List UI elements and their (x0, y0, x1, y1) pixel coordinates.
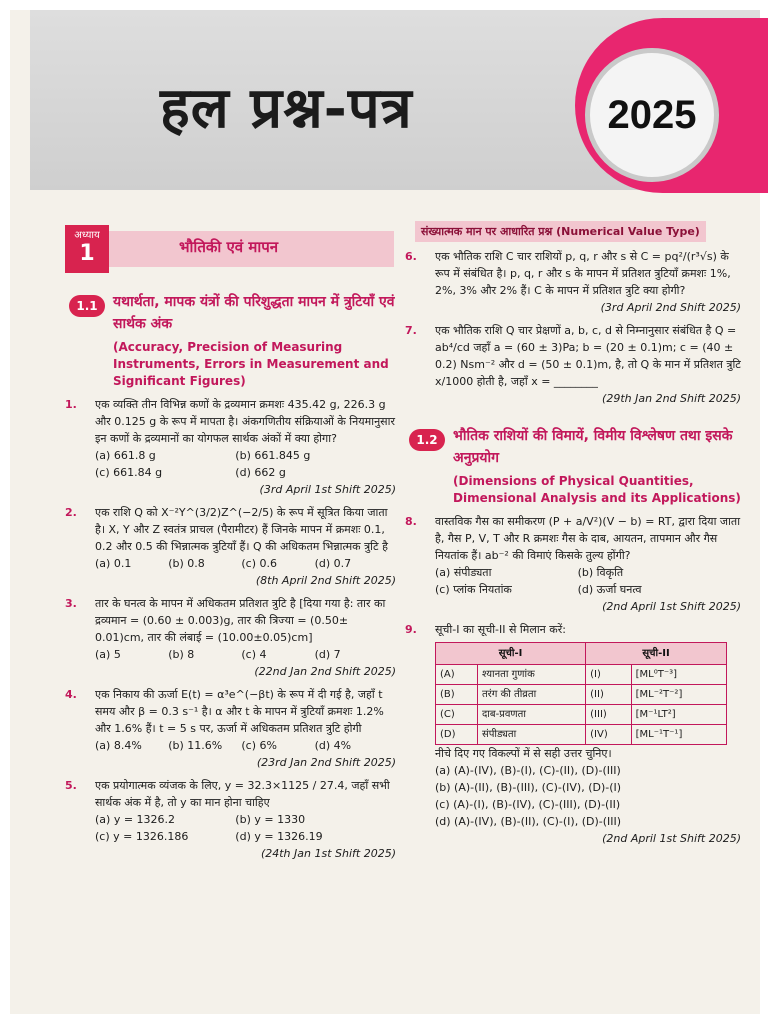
question-options (435, 564, 745, 598)
match-cell: तरंग की तीव्रता (477, 685, 585, 705)
question-number: 8. (405, 515, 417, 528)
match-cell: संपीड्यता (477, 725, 585, 745)
header-band (30, 10, 760, 190)
question-reference: (8th April 2nd Shift 2025) (255, 574, 396, 587)
option: (b) 11.6% (168, 739, 223, 752)
option: (d) ऊर्जा घनत्व (577, 583, 642, 596)
question-reference: (29th Jan 2nd Shift 2025) (602, 392, 741, 405)
section-1-1 (65, 291, 400, 390)
option: (a) संपीड्यता (435, 566, 492, 579)
option: (d) 7 (314, 648, 341, 661)
question-reference: (2nd April 1st Shift 2025) (602, 832, 741, 845)
option: (b) विकृति (577, 566, 624, 579)
numerical-value-heading: संख्यात्मक मान पर आधारित प्रश्न (Numerical Value Type) (415, 221, 706, 242)
chapter-title-bar (109, 231, 394, 267)
section-1-2 (405, 425, 745, 507)
right-column (405, 220, 745, 847)
question-number: 4. (65, 688, 77, 701)
section-badge: 1.2 (409, 429, 445, 451)
section-title-hindi: यथार्थता, मापक यंत्रों की परिशुद्धता मापन में त्रुटियाँ एवं सार्थक अंक (113, 294, 395, 332)
section-title-english: (Accuracy, Precision of Measuring Instruments, Errors in Measurement and Significant Figures) (113, 340, 389, 388)
question-item (65, 777, 400, 862)
page (10, 10, 760, 1014)
question-item (405, 248, 745, 316)
match-cell: (D) (436, 725, 478, 745)
question-item (65, 595, 400, 680)
match-cell: (I) (586, 665, 632, 685)
match-cell: श्यानता गुणांक (477, 665, 585, 685)
question-8 (405, 513, 745, 615)
question-item (65, 396, 400, 498)
match-table (435, 642, 727, 745)
match-cell: (II) (586, 685, 632, 705)
option: (a) y = 1326.2 (95, 813, 176, 826)
chapter-header (65, 225, 400, 273)
option: (d) (A)-(IV), (B)-(II), (C)-(I), (D)-(III) (435, 815, 622, 828)
match-cell: [M⁻¹LT²] (631, 705, 726, 725)
question-number: 5. (65, 779, 77, 792)
option: (a) 5 (95, 648, 121, 661)
question-text: एक राशि Q को X⁻²Y^(3/2)Z^(−2/5) के रूप में सूत्रित किया जाता है। X, Y और Z स्वतंत्र प्राचल (पैरामीटर) हैं जिनके मापन में क्रमशः 0.1, 0.2 और 0.5 की भिन्नात्मक त्रुटियाँ हैं। Q की अधिकतम भिन्नात्मक त्रुटि है (95, 506, 388, 553)
match-row (436, 705, 727, 725)
section-badge: 1.1 (69, 295, 105, 317)
option: (c) (A)-(I), (B)-(IV), (C)-(III), (D)-(II) (435, 798, 621, 811)
option: (c) y = 1326.186 (95, 830, 189, 843)
section-title-english: (Dimensions of Physical Quantities, Dimensional Analysis and its Applications) (453, 474, 741, 505)
question-text: वास्तविक गैस का समीकरण (P + a/V²)(V − b) = RT, द्वारा दिया जाता है, गैस P, V, T और R क्रमशः गैस के दाब, आयतन, तापमान और गैस नियतांक हैं। ab⁻² की विमाएं किसके तुल्य होंगी? (435, 515, 741, 562)
match-cell: [ML⁻²T⁻²] (631, 685, 726, 705)
question-number: 9. (405, 623, 417, 636)
question-text: सूची-I का सूची-II से मिलान करें: (435, 623, 566, 636)
question-options (95, 555, 400, 572)
list-1-header: सूची-I (436, 643, 586, 665)
question-text: तार के घनत्व के मापन में अधिकतम प्रतिशत त्रुटि है [दिया गया है: तार का द्रव्यमान = (0.60 ± 0.003)g, तार की त्रिज्या = (0.50± 0.01)cm, तार की लंबाई = (10.00±0.05)cm] (95, 597, 386, 644)
option: (d) y = 1326.19 (235, 830, 323, 843)
option: (b) 661.845 g (235, 449, 311, 462)
list-2-header: सूची-II (586, 643, 727, 665)
question-text: एक व्यक्ति तीन विभिन्न कणों के द्रव्यमान क्रमशः 435.42 g, 226.3 g और 0.125 g के रूप में मापता है। अंकगणितीय संक्रियाओं के नियमानुसार इन कणों के द्रव्यमानों का योगफल सार्थक अंकों में क्या होगा? (95, 398, 395, 445)
question-reference: (24th Jan 1st Shift 2025) (260, 847, 396, 860)
match-cell: दाब-प्रवणता (477, 705, 585, 725)
question-reference: (3rd April 1st Shift 2025) (259, 483, 396, 496)
option: (a) (A)-(IV), (B)-(I), (C)-(II), (D)-(III) (435, 764, 621, 777)
match-cell: (IV) (586, 725, 632, 745)
option: (c) प्लांक नियतांक (435, 583, 512, 596)
chapter-number: 1 (79, 241, 95, 266)
option: (b) 8 (168, 648, 195, 661)
question-options (95, 811, 400, 845)
question-options (95, 646, 400, 663)
question-number: 1. (65, 398, 77, 411)
question-number: 6. (405, 250, 417, 263)
option: (a) 0.1 (95, 557, 132, 570)
page-title: हल प्रश्न-पत्र (160, 75, 413, 141)
question-reference: (22nd Jan 2nd Shift 2025) (254, 665, 396, 678)
year-badge: 2025 (585, 48, 719, 182)
question-item (65, 686, 400, 771)
option: (d) 4% (314, 739, 352, 752)
question-number: 2. (65, 506, 77, 519)
option: (c) 661.84 g (95, 466, 163, 479)
option: (c) 0.6 (241, 557, 277, 570)
option: (b) (A)-(II), (B)-(III), (C)-(IV), (D)-(I) (435, 781, 622, 794)
match-row (436, 665, 727, 685)
option: (a) 8.4% (95, 739, 142, 752)
question-item (65, 504, 400, 589)
question-reference: (23rd Jan 2nd Shift 2025) (256, 756, 396, 769)
option: (b) y = 1330 (235, 813, 306, 826)
question-item (405, 322, 745, 407)
match-cell: [ML⁻¹T⁻¹] (631, 725, 726, 745)
chapter-number-box (65, 225, 109, 273)
chapter-title: भौतिकी एवं मापन (179, 238, 279, 256)
option: (c) 6% (241, 739, 277, 752)
question-reference: (2nd April 1st Shift 2025) (602, 600, 741, 613)
match-cell: (III) (586, 705, 632, 725)
question-text: एक प्रयोगात्मक व्यंजक के लिए, y = 32.3×1125 / 27.4, जहाँ सभी सार्थक अंक में है, तो y का मान होना चाहिए (95, 779, 390, 809)
question-text: एक भौतिक राशि Q चार प्रेक्षणों a, b, c, d से निम्नानुसार संबंधित है Q = ab⁴/cd जहाँ a = (60 ± 3)Pa; b = (20 ± 0.1)m; c = (40 ± 0.2) Nsm⁻² और d = (50 ± 0.1)m, है, तो Q के मान में प्रतिशत त्रुटि x/1000 होती है, जहाँ x = ________ (435, 324, 741, 388)
question-text: एक निकाय की ऊर्जा E(t) = α³e^(−βt) के रूप में दी गई है, जहाँ t समय और β = 0.3 s⁻¹ है। α और t के मापन में त्रुटियाँ क्रमशः 1.2% और 1.6% हैं। t = 5 s पर, ऊर्जा में अधिकतम प्रतिशत त्रुटि होगी (95, 688, 384, 735)
option: (d) 662 g (235, 466, 286, 479)
match-cell: (A) (436, 665, 478, 685)
match-cell: (B) (436, 685, 478, 705)
option: (b) 0.8 (168, 557, 205, 570)
section-title-hindi: भौतिक राशियों की विमायें, विमीय विश्लेषण तथा इसके अनुप्रयोग (453, 428, 733, 466)
question-list-left (65, 396, 400, 862)
question-text: एक भौतिक राशि C चार राशियों p, q, r और s से C = pq²/(r³√s) के रूप में संबंधित है। p, q, r और s के मापन में प्रतिशत त्रुटियाँ क्रमशः 1%, 2%, 3% और 2% हैं। C के मापन में प्रतिशत त्रुटि क्या होगी? (435, 250, 731, 297)
question-number: 7. (405, 324, 417, 337)
option: (c) 4 (241, 648, 267, 661)
match-row (436, 685, 727, 705)
question-list-right (405, 248, 745, 407)
chapter-label: अध्याय (74, 230, 100, 241)
left-column (65, 225, 400, 862)
question-prompt: नीचे दिए गए विकल्पों में से सही उत्तर चुनिए। (435, 747, 612, 760)
option: (d) 0.7 (314, 557, 352, 570)
question-number: 3. (65, 597, 77, 610)
question-9 (405, 621, 745, 847)
match-cell: (C) (436, 705, 478, 725)
question-options (95, 737, 400, 754)
match-row (436, 725, 727, 745)
question-options (95, 447, 400, 481)
question-reference: (3rd April 2nd Shift 2025) (600, 301, 741, 314)
match-cell: [ML⁰T⁻³] (631, 665, 726, 685)
question-options (435, 762, 745, 830)
option: (a) 661.8 g (95, 449, 156, 462)
